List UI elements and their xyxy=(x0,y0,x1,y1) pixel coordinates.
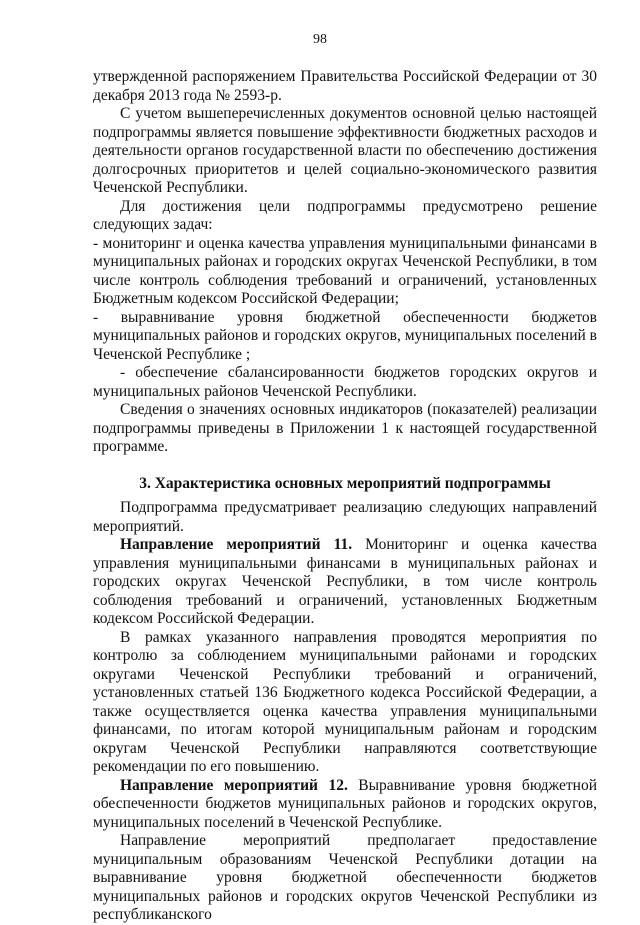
direction-11-label: Направление мероприятий 11. xyxy=(120,536,353,553)
paragraph-decree-reference: утвержденной распоряжением Правительства Российской Федерации от 30 декабря 2013 года № 2593-р. xyxy=(93,68,597,104)
paragraph-direction-12 xyxy=(93,777,597,833)
list-item-task-3: - обеспечение сбалансированности бюджетов городских округов и муниципальных районов Чеченской Республики. xyxy=(93,364,597,400)
spacer xyxy=(93,457,597,475)
direction-11-text: Мониторинг и оценка качества управления муниципальными финансами в муниципальных районах и городских округах Чеченской Республики, в том числе контроль соблюдения требований и ограничений, установленных Бюджетным кодексом Российской Федерации. xyxy=(93,536,597,627)
list-item-task-2: - выравнивание уровня бюджетной обеспеченности бюджетов муниципальных районов и городских округов, муниципальных поселений в Чеченской Республике ; xyxy=(93,308,597,363)
direction-12-label: Направление мероприятий 12. xyxy=(120,776,348,794)
paragraph-direction-11-detail: В рамках указанного направления проводятся мероприятия по контролю за соблюдением муниципальными районами и городских округами Чеченской Республики требований и ограничений, установленных статьей 136 Бюджетного кодекса Российской Федерации, а также осуществляется оценка качества управления муниципальными финансами, по итогам которой муниципальным районам и городским округам Чеченской Республики направляются соответствующие рекомендации по его повышению. xyxy=(93,628,597,775)
direction-12-text: Выравнивание уровня бюджетной обеспеченности бюджетов муниципальных районов и городских округов, муниципальных поселений в Чеченской Республике. xyxy=(93,776,597,831)
document-body xyxy=(93,68,597,925)
paragraph-indicators: Сведения о значениях основных индикаторов (показателей) реализации подпрограммы приведены в Приложении 1 к настоящей государственной программе. xyxy=(93,401,597,455)
paragraph-direction-12-detail: Направление мероприятий предполагает предоставление муниципальным образованиям Чеченской Республики дотации на выравнивание уровня бюджетной обеспеченности бюджетов муниципальных районов и городских округов Чеченской Республики из республиканского xyxy=(93,832,597,923)
page-number: 98 xyxy=(313,32,327,47)
section-heading: 3. Характеристика основных мероприятий подпрограммы xyxy=(139,474,551,492)
paragraph-direction-11 xyxy=(93,536,597,629)
paragraph-directions-intro: Подпрограмма предусматривает реализацию следующих направлений мероприятий. xyxy=(93,499,597,535)
paragraph-main-goal: С учетом вышеперечисленных документов основной целью настоящей подпрограммы является повышение эффективности бюджетных расходов и деятельности органов государственной власти по обеспечению достижения долгосрочных приоритетов и целей социально-экономического развития Чеченской Республики. xyxy=(93,105,597,196)
paragraph-tasks-intro: Для достижения цели подпрограммы предусмотрено решение следующих задач: xyxy=(93,197,597,233)
list-item-task-1: - мониторинг и оценка качества управления муниципальными финансами в муниципальных районах и городских округах Чеченской Республики, в том числе контроль соблюдения требований и ограничений, установленных Бюджетным кодексом Российской Федерации; xyxy=(93,234,597,307)
